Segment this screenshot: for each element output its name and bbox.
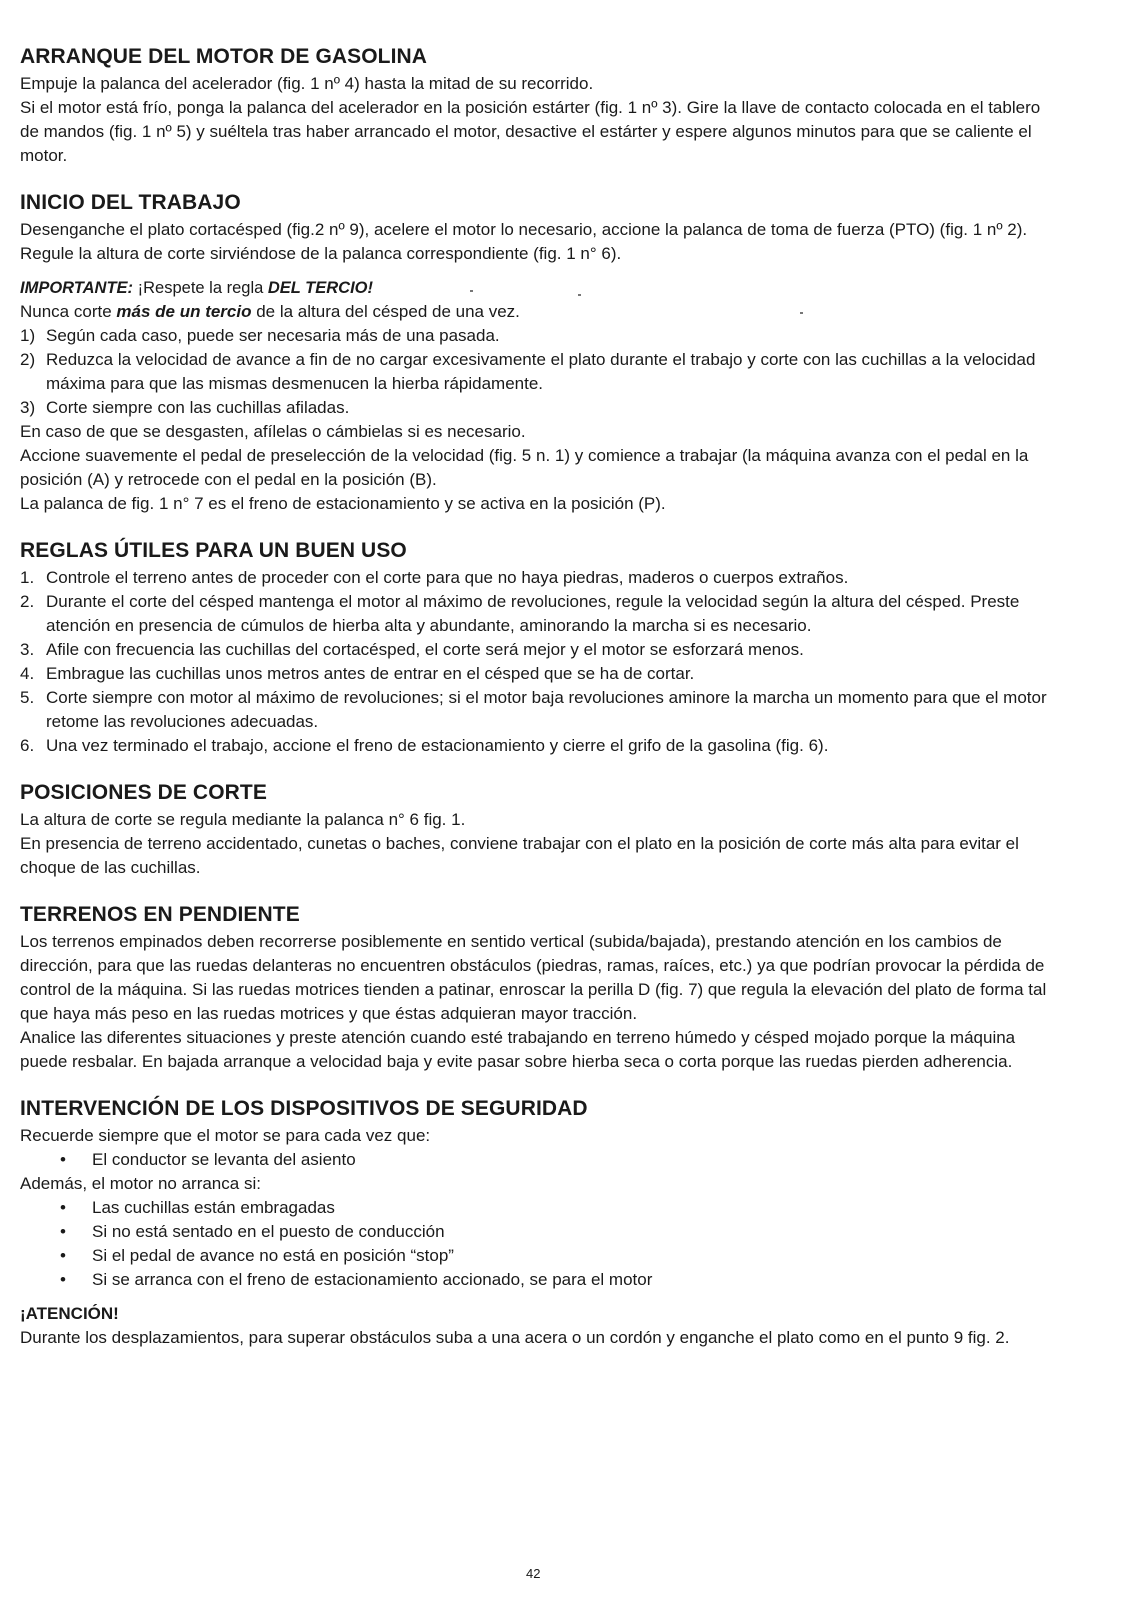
list-text: Las cuchillas están embragadas	[92, 1198, 335, 1217]
list-text: Corte siempre con motor al máximo de revoluciones; si el motor baja revoluciones aminore la marcha un momento para que el motor retome las revoluciones adecuadas.	[46, 688, 1047, 731]
list-number: 6.	[20, 736, 35, 755]
bullet-icon: •	[60, 1198, 66, 1217]
list-number: 3.	[20, 640, 35, 659]
paragraph	[20, 300, 1060, 324]
importante-label: IMPORTANTE:	[20, 279, 134, 297]
paragraph: Accione suavemente el pedal de preselección de la velocidad (fig. 5 n. 1) y comience a trabajar (la máquina avanza con el pedal en la posición (A) y retrocede con el pedal en la posición (B).	[20, 446, 1029, 489]
nunca-pre: Nunca corte	[20, 302, 117, 321]
paragraph: Analice las diferentes situaciones y preste atención cuando esté trabajando en terreno húmedo y césped mojado porque la máquina puede resbalar. En bajada arranque a velocidad baja y evite pasar sobre hierba seca o corta porque las ruedas pierden adherencia.	[20, 1028, 1016, 1071]
scan-speck	[470, 290, 473, 292]
list-item	[20, 348, 1060, 396]
section-title: INTERVENCIÓN DE LOS DISPOSITIVOS DE SEGURIDAD	[20, 1097, 588, 1120]
bullet-icon: •	[60, 1222, 66, 1241]
section-title: INICIO DEL TRABAJO	[20, 191, 241, 214]
section-posiciones	[20, 780, 1060, 880]
paragraph: Si el motor está frío, ponga la palanca del acelerador en la posición estárter (fig. 1 nº 3). Gire la llave de contacto colocada en el tablero de mandos (fig. 1 nº 5) y suéltela tras haber arrancado el motor, desactive el estárter y espere algunos minutos para que se caliente el motor.	[20, 98, 1041, 165]
paragraph: En caso de que se desgasten, afílelas o cámbielas si es necesario.	[20, 422, 526, 441]
section-title: ARRANQUE DEL MOTOR DE GASOLINA	[20, 45, 428, 68]
list-number: 4.	[20, 664, 35, 683]
list-item	[20, 638, 1060, 662]
page-number: 42	[526, 1566, 541, 1581]
list-number: 1.	[20, 568, 35, 587]
list-item	[20, 396, 1060, 420]
list-item	[20, 1220, 1060, 1244]
section-title: POSICIONES DE CORTE	[20, 781, 267, 804]
paragraph: La palanca de fig. 1 n° 7 es el freno de estacionamiento y se activa en la posición (P).	[20, 494, 666, 513]
list-text: Si no está sentado en el puesto de conducción	[92, 1222, 445, 1241]
section-arranque	[20, 44, 1060, 168]
section-terrenos	[20, 902, 1060, 1074]
section-inicio	[20, 190, 1060, 516]
list-text: Controle el terreno antes de proceder con el corte para que no haya piedras, maderos o cuerpos extraños.	[46, 568, 849, 587]
paragraph: Desenganche el plato cortacésped (fig.2 nº 9), acelere el motor lo necesario, accione la palanca de toma de fuerza (PTO) (fig. 1 nº 2). Regule la altura de corte sirviéndose de la palanca correspondiente (fig. 1 n° 6).	[20, 220, 1028, 263]
paragraph: En presencia de terreno accidentado, cunetas o baches, conviene trabajar con el plato en la posición de corte más alta para evitar el choque de las cuchillas.	[20, 834, 1019, 877]
paragraph: Durante los desplazamientos, para superar obstáculos suba a una acera o un cordón y enganche el plato como en el punto 9 fig. 2.	[20, 1328, 1010, 1347]
list-number: 2.	[20, 592, 35, 611]
section-intervencion	[20, 1096, 1060, 1350]
scan-speck	[578, 294, 581, 296]
nunca-bold: más de un tercio	[116, 302, 252, 321]
atencion-title: ¡ATENCIÓN!	[20, 1304, 119, 1323]
list-text: Según cada caso, puede ser necesaria más de una pasada.	[46, 326, 500, 345]
list-text: Si se arranca con el freno de estacionamiento accionado, se para el motor	[92, 1270, 653, 1289]
importante-text: ¡Respete la regla	[133, 279, 268, 297]
paragraph: Además, el motor no arranca si:	[20, 1174, 261, 1193]
list-text: Embrague las cuchillas unos metros antes de entrar en el césped que se ha de cortar.	[46, 664, 695, 683]
section-reglas	[20, 538, 1060, 758]
bullet-list	[20, 1148, 1060, 1172]
importante-rule: DEL TERCIO!	[267, 279, 374, 297]
list-text: Afile con frecuencia las cuchillas del cortacésped, el corte será mejor y el motor se esforzará menos.	[46, 640, 804, 659]
list-item	[20, 1148, 1060, 1172]
list-item	[20, 324, 1060, 348]
list-number: 1)	[20, 326, 36, 345]
paragraph: Los terrenos empinados deben recorrerse posiblemente en sentido vertical (subida/bajada), prestando atención en los cambios de dirección, para que las ruedas delanteras no encuentren obstáculos (piedras, ramas, raíces, etc.) ya que podrían provocar la pérdida de control de la máquina. Si las ruedas motrices tienden a patinar, enroscar la perilla D (fig. 7) que regula la elevación del plato de forma tal que haya más peso en las ruedas motrices y que éstas adquieran mayor tracción.	[20, 932, 1047, 1023]
bullet-icon: •	[60, 1270, 66, 1289]
bullet-icon: •	[60, 1150, 66, 1169]
list-number: 5.	[20, 688, 35, 707]
paragraph: Empuje la palanca del acelerador (fig. 1 nº 4) hasta la mitad de su recorrido.	[20, 74, 594, 93]
list-item	[20, 686, 1060, 734]
list-text: Una vez terminado el trabajo, accione el freno de estacionamiento y cierre el grifo de la gasolina (fig. 6).	[46, 736, 829, 755]
list-text: Durante el corte del césped mantenga el motor al máximo de revoluciones, regule la velocidad según la altura del césped. Preste atención en presencia de cúmulos de hierba alta y abundante, aminorando la marcha si es necesario.	[46, 592, 1020, 635]
list-item	[20, 566, 1060, 590]
list-number: 2)	[20, 350, 36, 369]
bullet-icon: •	[60, 1246, 66, 1265]
bullet-list	[20, 1196, 1060, 1292]
list-item	[20, 1196, 1060, 1220]
list-item	[20, 734, 1060, 758]
list-text: Si el pedal de avance no está en posición “stop”	[92, 1246, 454, 1265]
section-title: TERRENOS EN PENDIENTE	[20, 903, 300, 926]
manual-page	[20, 44, 1060, 1372]
numbered-list	[20, 566, 1060, 758]
list-number: 3)	[20, 398, 36, 417]
scan-speck	[800, 312, 803, 314]
list-text: Corte siempre con las cuchillas afiladas.	[46, 398, 350, 417]
section-title: REGLAS ÚTILES PARA UN BUEN USO	[20, 539, 407, 562]
list-item	[20, 662, 1060, 686]
numbered-list	[20, 324, 1060, 420]
paragraph: Recuerde siempre que el motor se para cada vez que:	[20, 1126, 431, 1145]
list-item	[20, 1268, 1060, 1292]
nunca-post: de la altura del césped de una vez.	[251, 302, 520, 321]
list-item	[20, 590, 1060, 638]
list-text: El conductor se levanta del asiento	[92, 1150, 356, 1169]
list-text: Reduzca la velocidad de avance a fin de no cargar excesivamente el plato durante el trabajo y corte con las cuchillas a la velocidad máxima para que las mismas desmenucen la hierba rápidamente.	[46, 350, 1036, 393]
list-item	[20, 1244, 1060, 1268]
importante-note	[20, 276, 1060, 300]
paragraph: La altura de corte se regula mediante la palanca n° 6 fig. 1.	[20, 810, 466, 829]
